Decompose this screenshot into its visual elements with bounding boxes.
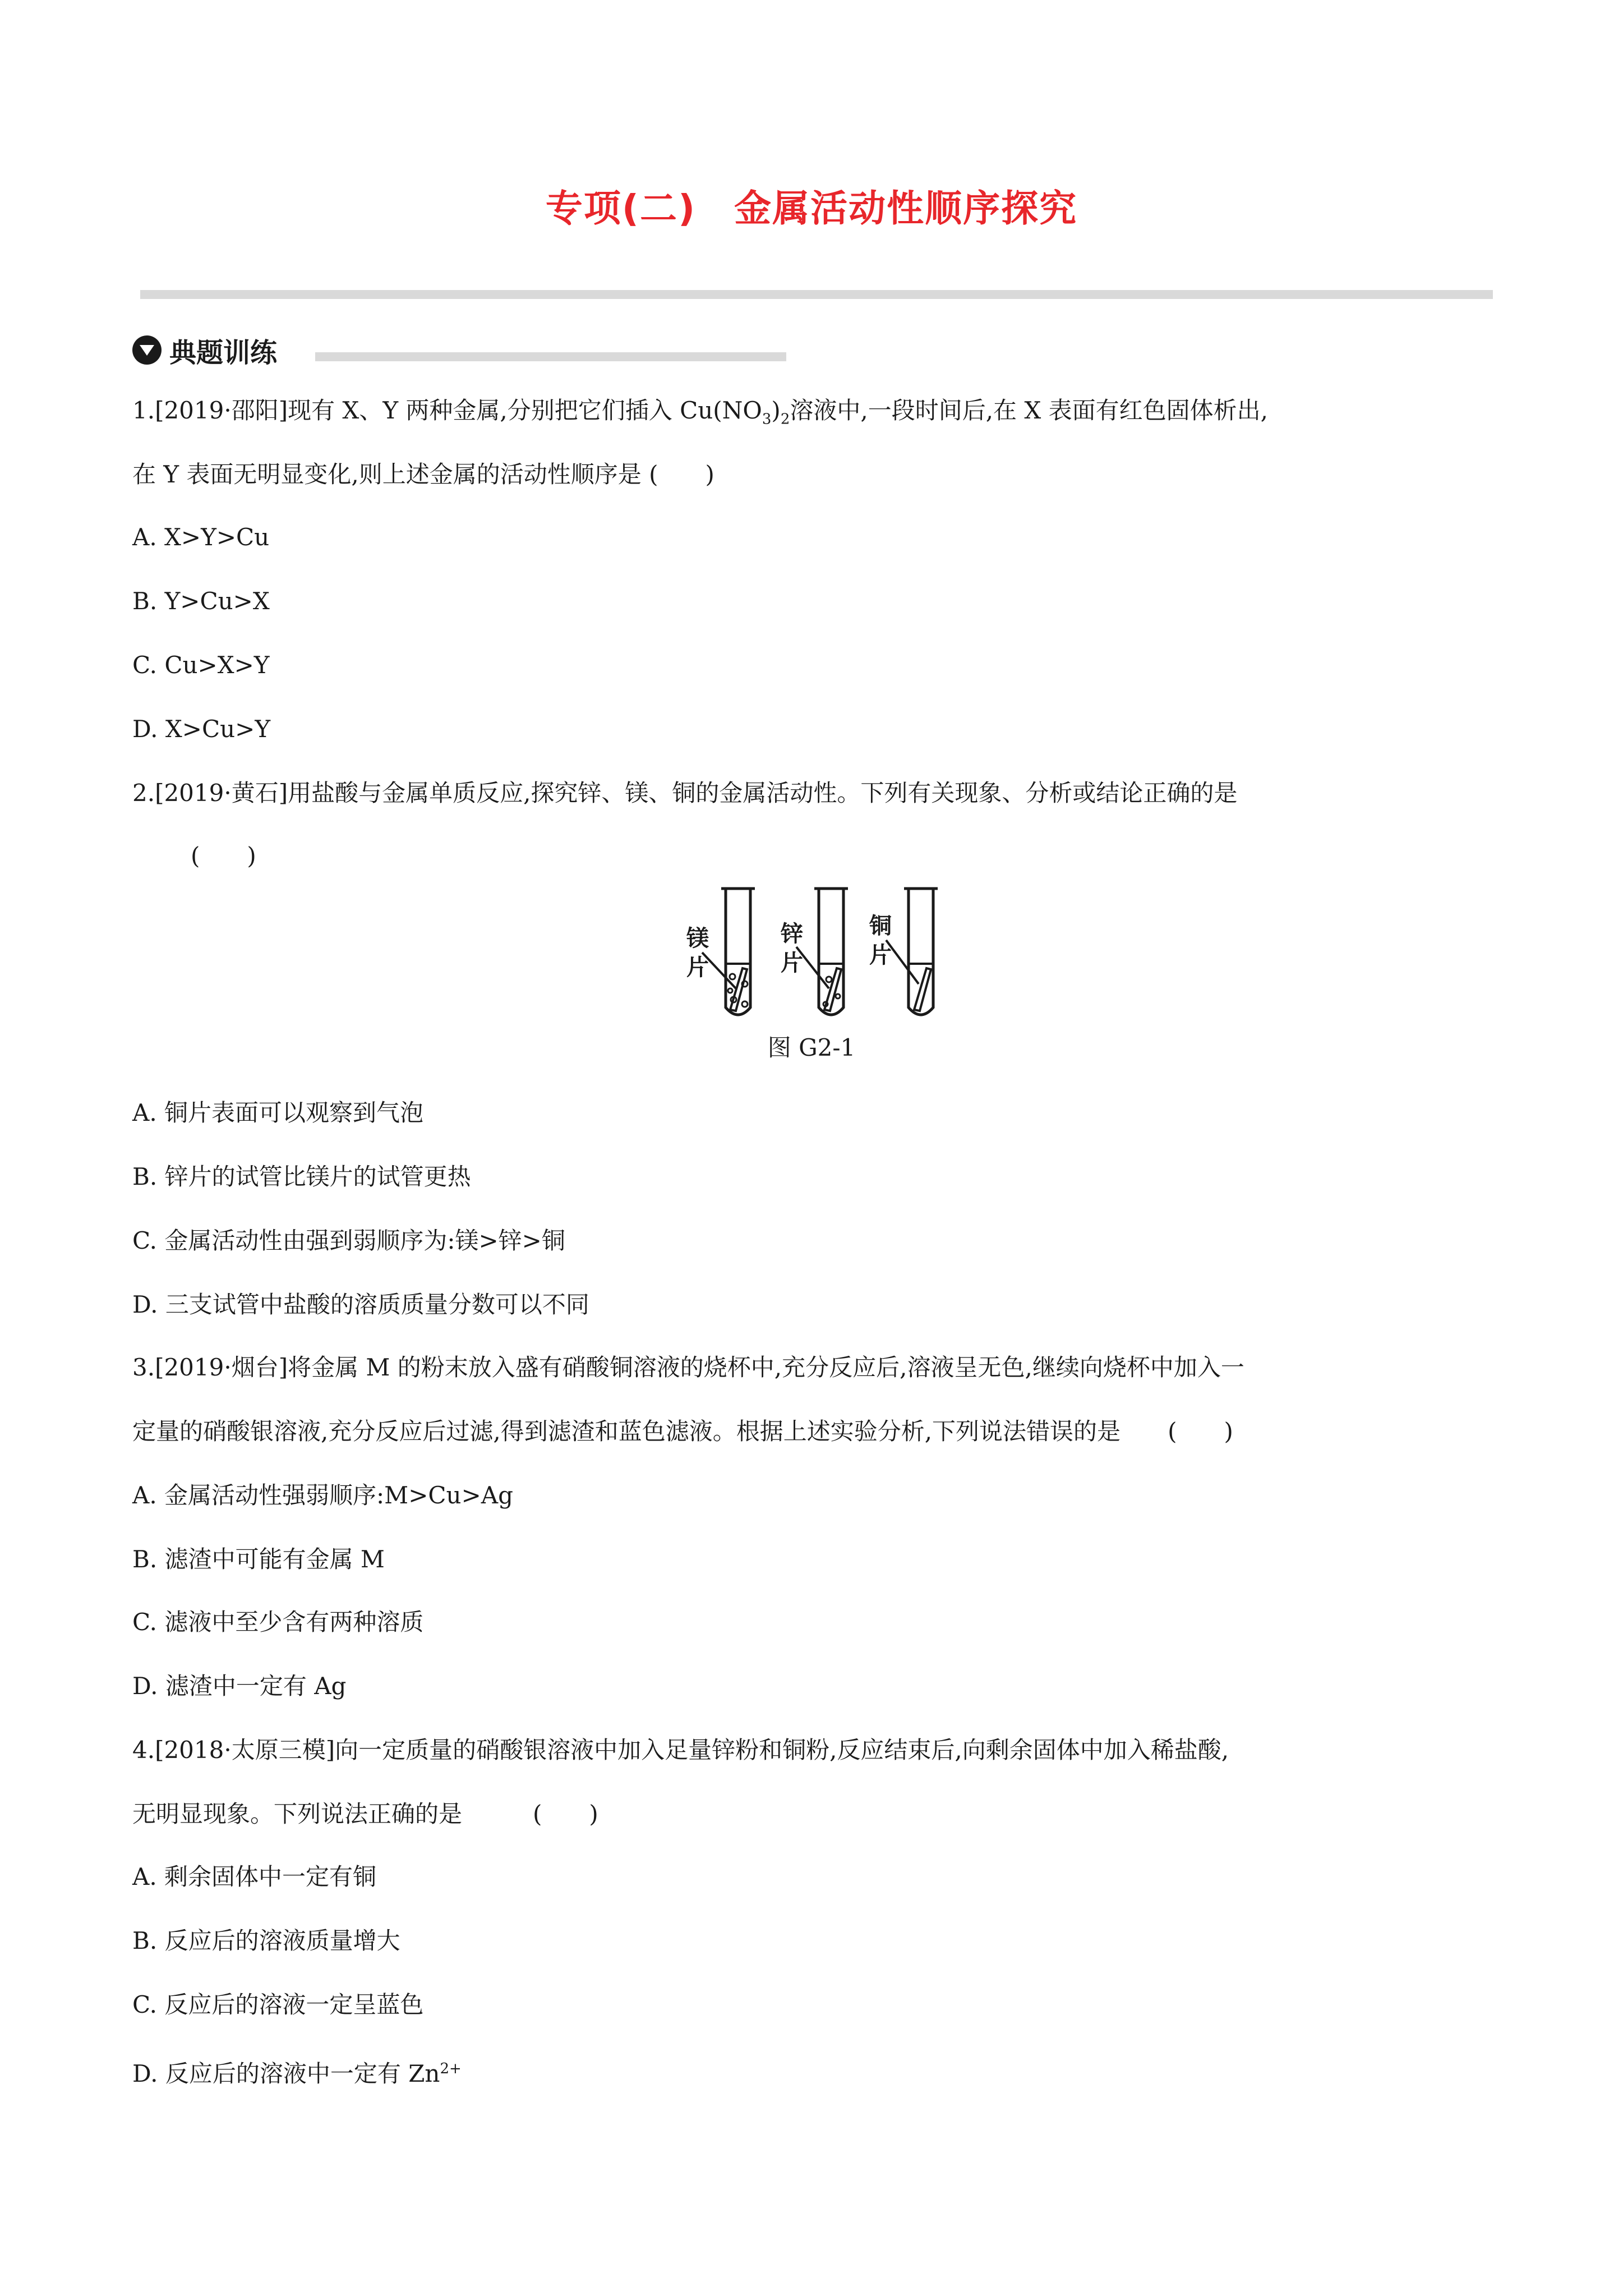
q1-text-c: 在 Y 表面无明显变化,则上述金属的活动性顺序是 bbox=[132, 461, 642, 488]
option-3a: A. 金属活动性强弱顺序:M>Cu>Ag bbox=[132, 1481, 513, 1509]
test-tubes-figure bbox=[686, 884, 956, 1030]
option-1d: D. X>Cu>Y bbox=[132, 715, 271, 743]
option-3b: B. 滤渣中可能有金属 M bbox=[132, 1545, 385, 1573]
question-2-line-1: 2.[2019·黄石]用盐酸与金属单质反应,探究锌、镁、铜的金属活动性。下列有关现象、分析或结论正确的是 bbox=[132, 779, 1238, 807]
question-4-line-2 bbox=[132, 1797, 598, 1831]
triangle-down-icon bbox=[132, 335, 162, 365]
answer-paren: ( ) bbox=[533, 1800, 598, 1828]
question-3-line-2 bbox=[132, 1415, 1233, 1448]
option-1c: C. Cu>X>Y bbox=[132, 651, 270, 679]
question-3-line-1: 3.[2019·烟台]将金属 M 的粉末放入盛有硝酸铜溶液的烧杯中,充分反应后,溶液呈无色,继续向烧杯中加入一 bbox=[132, 1354, 1244, 1381]
fig-label-mg-1: 镁 bbox=[686, 926, 709, 951]
q4-option-d-text: D. 反应后的溶液中一定有 Zn bbox=[132, 2060, 440, 2087]
option-1b: B. Y>Cu>X bbox=[132, 587, 270, 615]
answer-paren: ( ) bbox=[1168, 1418, 1233, 1445]
figure-caption: 图 G2-1 bbox=[767, 1034, 856, 1061]
option-3c: C. 滤液中至少含有两种溶质 bbox=[132, 1608, 424, 1636]
q4-text: 无明显现象。下列说法正确的是 bbox=[132, 1800, 463, 1828]
option-4b: B. 反应后的溶液质量增大 bbox=[132, 1927, 400, 1954]
option-4a: A. 剩余固体中一定有铜 bbox=[132, 1863, 377, 1890]
q3-text: 定量的硝酸银溶液,充分反应后过滤,得到滤渣和蓝色滤液。根据上述实验分析,下列说法错误的是 bbox=[132, 1418, 1121, 1445]
fig-label-zn-2: 片 bbox=[781, 950, 803, 976]
question-4-line-1: 4.[2018·太原三模]向一定质量的硝酸银溶液中加入足量锌粉和铜粉,反应结束后,向剩余固体中加入稀盐酸, bbox=[132, 1736, 1229, 1764]
section-header bbox=[132, 333, 277, 367]
page-title: 专项(二) 金属活动性顺序探究 bbox=[545, 187, 1078, 230]
q1-subscript-b: 2 bbox=[780, 411, 790, 428]
option-3d: D. 滤渣中一定有 Ag bbox=[132, 1672, 347, 1700]
option-2c: C. 金属活动性由强到弱顺序为:镁>锌>铜 bbox=[132, 1227, 565, 1254]
option-4c: C. 反应后的溶液一定呈蓝色 bbox=[132, 1991, 424, 2018]
option-2d: D. 三支试管中盐酸的溶质质量分数可以不同 bbox=[132, 1291, 589, 1318]
q1-text-b: 溶液中,一段时间后,在 X 表面有红色固体析出, bbox=[790, 397, 1269, 424]
option-1a: A. X>Y>Cu bbox=[132, 523, 270, 551]
fig-label-cu-2: 片 bbox=[869, 942, 892, 968]
question-1-line-2 bbox=[132, 458, 714, 491]
section-label: 典题训练 bbox=[169, 337, 278, 369]
option-2b: B. 锌片的试管比镁片的试管更热 bbox=[132, 1163, 471, 1190]
fig-label-mg-2: 片 bbox=[686, 955, 709, 981]
q1-text-a: 1.[2019·邵阳]现有 X、Y 两种金属,分别把它们插入 Cu(NO bbox=[132, 397, 762, 424]
option-2a: A. 铜片表面可以观察到气泡 bbox=[132, 1099, 424, 1126]
option-4d bbox=[132, 2052, 462, 2091]
q1-close-paren: ) bbox=[771, 397, 781, 424]
fig-label-cu-1: 铜 bbox=[869, 913, 892, 939]
answer-paren: ( ) bbox=[191, 842, 256, 869]
question-1-line-1 bbox=[132, 394, 1268, 436]
q4-superscript: 2+ bbox=[440, 2060, 462, 2077]
q1-subscript-a: 3 bbox=[762, 411, 772, 428]
section-bar bbox=[315, 352, 786, 361]
fig-label-zn-1: 锌 bbox=[781, 921, 803, 947]
answer-paren: ( ) bbox=[649, 461, 714, 488]
title-divider bbox=[140, 290, 1493, 299]
